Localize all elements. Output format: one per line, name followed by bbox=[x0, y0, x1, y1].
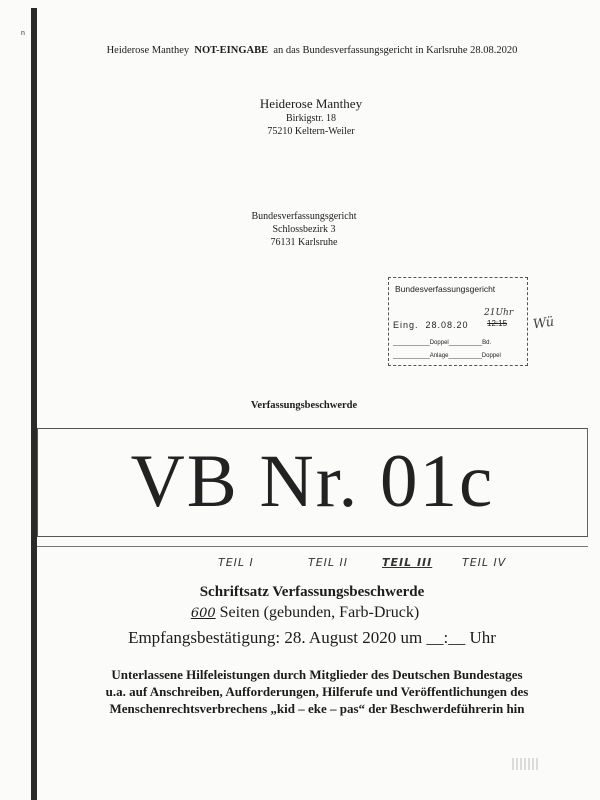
recipient-city: 76131 Karlsruhe bbox=[270, 237, 338, 248]
stamp-handwritten-time: 21Uhr bbox=[484, 308, 514, 318]
recipient-street: Schlossbezirk 3 bbox=[272, 224, 336, 235]
page-count-text: Seiten (gebunden, Farb-Druck) bbox=[219, 604, 420, 621]
page-count-handwritten: 600 bbox=[190, 606, 216, 621]
sender-name: Heiderose Manthey bbox=[259, 96, 363, 111]
stamp-title: Bundesverfassungsgericht bbox=[395, 284, 496, 294]
part-3-handwritten: TEIL III bbox=[382, 556, 433, 569]
recipient-name: Bundesverfassungsgericht bbox=[251, 211, 357, 222]
receipt-confirmation-line: Empfangsbestätigung: 28. August 2020 um __:__ Uhr bbox=[128, 628, 496, 647]
page-count-line bbox=[0, 604, 600, 622]
stamp-received-date: Eing. 28.08.20 bbox=[393, 320, 469, 330]
stamp-copies-line: ___________Doppel__________Bd. bbox=[393, 340, 492, 346]
sender-city: 75210 Keltern-Weiler bbox=[267, 126, 355, 137]
main-title: VB Nr. 01c bbox=[130, 440, 495, 523]
part-1-handwritten: TEIL I bbox=[218, 556, 254, 569]
recipient-address bbox=[224, 210, 384, 249]
summary-paragraph bbox=[52, 666, 582, 717]
sender-address bbox=[246, 95, 376, 138]
summary-line-1: Unterlassene Hilfeleistungen durch Mitglieder des Deutschen Bundestages bbox=[111, 667, 523, 682]
stamp-attachments-line: ___________Anlage__________Doppel bbox=[393, 353, 501, 359]
document-type-label: Verfassungsbeschwerde bbox=[250, 400, 358, 411]
part-4-handwritten: TEIL IV bbox=[462, 556, 507, 569]
receipt-stamp bbox=[388, 277, 528, 366]
stamp-struck-time: 12:15 bbox=[487, 319, 508, 328]
summary-line-3: Menschenrechtsverbrechens „kid – eke – pas“ der Beschwerdeführerin hin bbox=[109, 701, 525, 716]
summary-line-2: u.a. auf Anschreiben, Aufforderungen, Hilferufe und Veröffentlichungen des bbox=[105, 684, 529, 699]
header-prefix: Heiderose Manthey bbox=[106, 45, 190, 56]
header-line bbox=[0, 45, 600, 56]
divider-line bbox=[37, 546, 588, 547]
sender-street: Birkigstr. 18 bbox=[285, 113, 336, 124]
part-2-handwritten: TEIL II bbox=[308, 556, 349, 569]
header-suffix: an das Bundesverfassungsgericht in Karlsruhe 28.08.2020 bbox=[273, 45, 518, 56]
handwritten-initials: Wü bbox=[532, 314, 556, 333]
scan-artifact bbox=[512, 758, 538, 770]
header-bold: NOT-EINGABE bbox=[194, 45, 269, 56]
submission-title: Schriftsatz Verfassungsbeschwerde bbox=[199, 584, 425, 600]
margin-mark: n bbox=[21, 30, 25, 37]
